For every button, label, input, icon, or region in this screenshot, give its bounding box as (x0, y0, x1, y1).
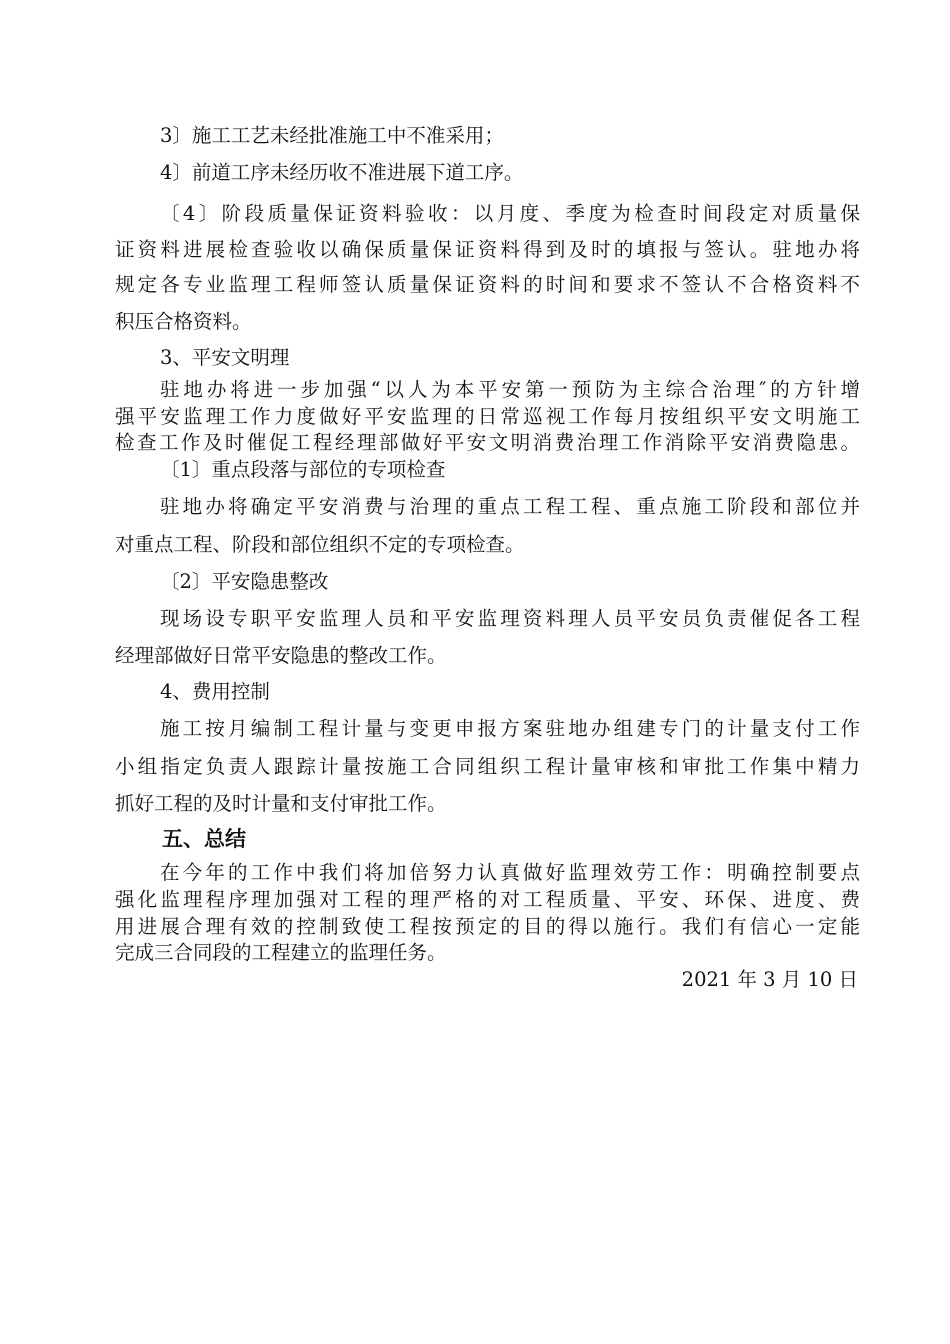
summary-paragraph-line-2: 强化监理程序理加强对工程的理严格的对工程质量、平安、环保、进度、费 (115, 888, 860, 911)
hazard-rectification-title: 〔2〕平安隐患整改 (160, 570, 329, 593)
stage-acceptance-paragraph-line-2: 证资料进展检查验收以确保质量保证资料得到及时的填报与签认。驻地办将 (115, 238, 860, 261)
safety-paragraph-line-1: 驻地办将进一步加强“以人为本平安第一预防为主综合治理″的方针增 (160, 378, 860, 401)
cost-paragraph-line-1: 施工按月编制工程计量与变更申报方案驻地办组建专门的计量支付工作 (160, 717, 860, 740)
key-section-inspection-title: 〔1〕重点段落与部位的专项检查 (160, 458, 446, 481)
safety-paragraph-line-2: 强平安监理工作力度做好平安监理的日常巡视工作每月按组织平安文明施工 (115, 405, 860, 428)
summary-paragraph-line-1: 在今年的工作中我们将加倍努力认真做好监理效劳工作：明确控制要点 (160, 861, 860, 884)
cost-paragraph-line-2: 小组指定负责人跟踪计量按施工合同组织工程计量审核和审批工作集中精力 (115, 755, 860, 778)
stage-acceptance-paragraph-line-4: 积压合格资料。 (115, 310, 252, 333)
hazard-paragraph-line-1: 现场设专职平安监理人员和平安监理资料理人员平安员负责催促各工程 (160, 607, 860, 630)
summary-paragraph-line-3: 用进展合理有效的控制致使工程按预定的目的得以施行。我们有信心一定能 (115, 915, 860, 938)
stage-acceptance-paragraph-line-3: 规定各专业监理工程师签认质量保证资料的时间和要求不签认不合格资料不 (115, 273, 860, 296)
key-section-paragraph-line-1: 驻地办将确定平安消费与治理的重点工程工程、重点施工阶段和部位并 (160, 495, 860, 518)
document-date: 2021 年 3 月 10 日 (681, 968, 858, 991)
section-cost-control-title: 4、费用控制 (160, 680, 270, 703)
summary-paragraph-line-4: 完成三合同段的工程建立的监理任务。 (115, 941, 447, 964)
clause-3: 3〕施工工艺未经批准施工中不准采用； (160, 124, 504, 147)
stage-acceptance-paragraph-line-1: 〔4〕阶段质量保证资料验收：以月度、季度为检查时间段定对质量保 (160, 202, 860, 225)
clause-4: 4〕前道工序未经历收不准进展下道工序。 (160, 161, 524, 184)
section-safety-title: 3、平安文明理 (160, 346, 290, 369)
hazard-paragraph-line-2: 经理部做好日常平安隐患的整改工作。 (115, 644, 447, 667)
section-summary-heading: 五、总结 (162, 827, 246, 851)
key-section-paragraph-line-2: 对重点工程、阶段和部位组织不定的专项检查。 (115, 533, 525, 556)
cost-paragraph-line-3: 抓好工程的及时计量和支付审批工作。 (115, 792, 447, 815)
safety-paragraph-line-3: 检查工作及时催促工程经理部做好平安文明消费治理工作消除平安消费隐患。 (115, 431, 860, 454)
